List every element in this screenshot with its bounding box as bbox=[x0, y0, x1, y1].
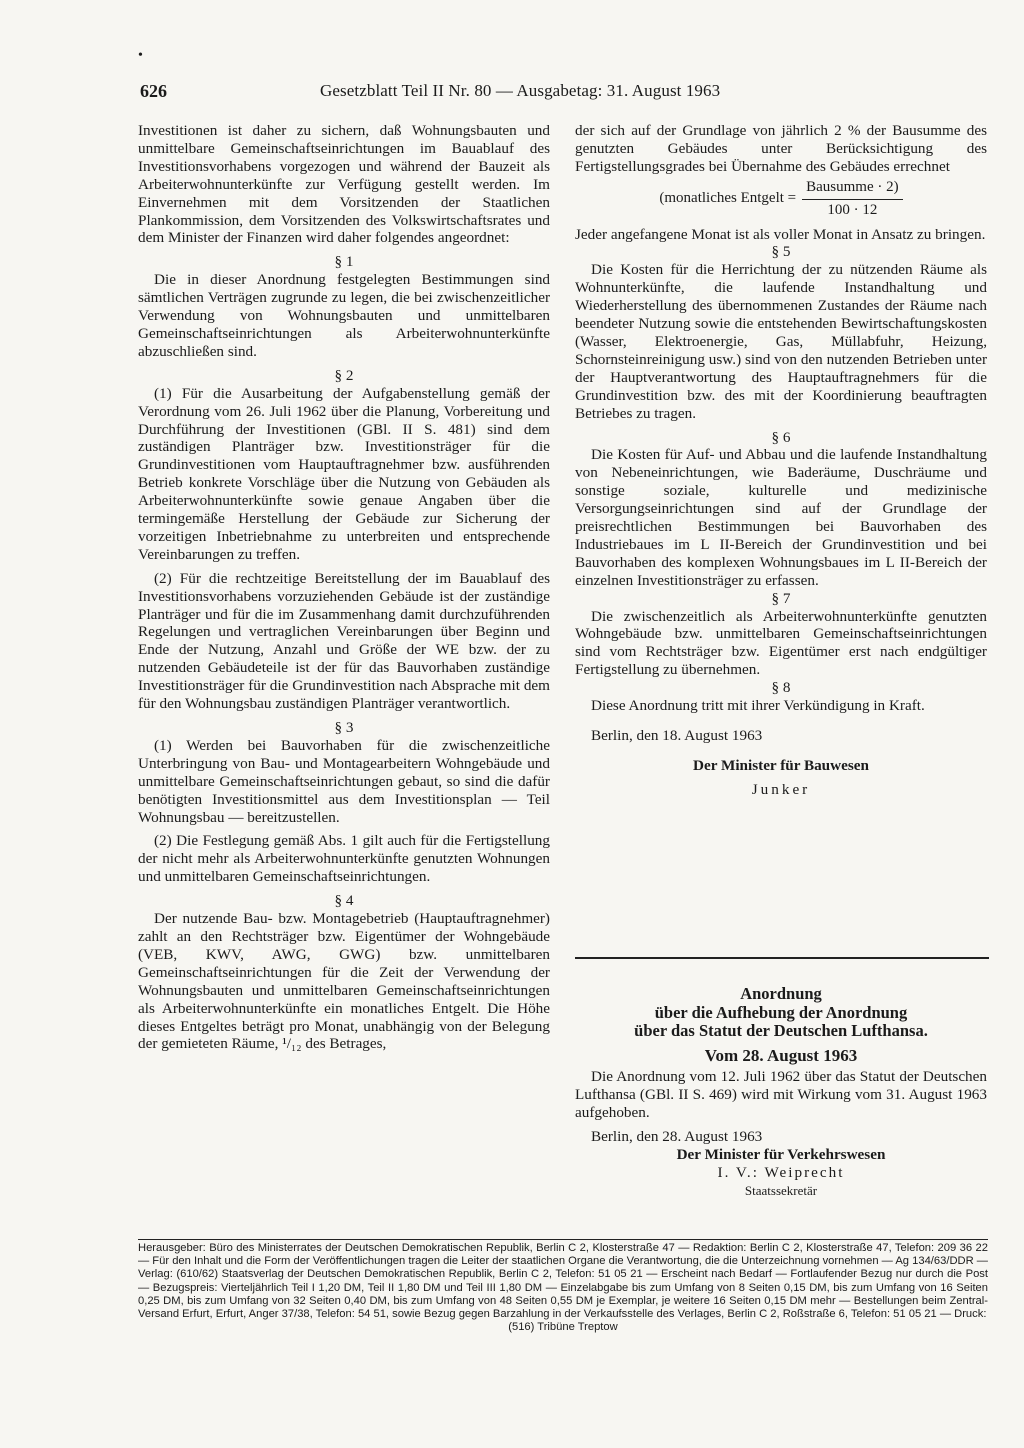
section-7-text: Die zwischenzeitlich als Arbeiterwohnunterkünfte genutzten Wohngebäude bzw. unmittelbaren Gemeinschaftseinrichtungen sind vom Rechtsträger bzw. Eigentümer erst nach endgültiger Fertigstellung zu übernehmen. bbox=[575, 607, 987, 679]
section-divider bbox=[575, 957, 989, 959]
section-4-after-formula: Jeder angefangene Monat ist als voller Monat in Ansatz zu bringen. bbox=[575, 225, 986, 243]
section-3-heading: § 3 bbox=[334, 719, 354, 736]
section-2-heading: § 2 bbox=[334, 366, 354, 384]
section-5-heading: § 5 bbox=[771, 243, 791, 261]
section-5-text: Die Kosten für die Herrichtung der zu nützenden Räume als Wohnunterkünfte, die laufende Instandhaltung und Wiederherstellung des übernommenen Zustandes der Räume nach beendeter Nutzung sowie die entstehenden Bewirtschaftungskosten (Wasser, Elektroenergie, Gas, Müllabfuhr, Heizung, Schornsteinreinigung usw.) sind von den nutzenden Betrieben unter der Hauptverantwortung des Hauptauftragnehmers für die Grundinvestition bzw. des mit der Koordinierung beauftragten Betriebes zu tragen. bbox=[575, 261, 987, 422]
page-number: 626 bbox=[140, 81, 167, 101]
right-column bbox=[575, 122, 987, 799]
signer-title-1: Der Minister für Bauwesen bbox=[693, 756, 869, 774]
footer-divider bbox=[138, 1239, 988, 1240]
section-8-heading: § 8 bbox=[771, 679, 791, 697]
section-3-paragraph-2: (2) Die Festlegung gemäß Abs. 1 gilt auch für die Fertigstellung der nicht mehr als Arbeiterwohnunterkünfte genutzten Wohnungen und unmittelbaren Gemeinschaftseinrichtungen. bbox=[138, 832, 550, 886]
imprint-text: Herausgeber: Büro des Ministerrates der Deutschen Demokratischen Republik, Berlin C 2, Klosterstraße 47 — Redaktion: Berlin C 2, Klosterstraße 47, Telefon: 209 36 22 — Für den Inhalt und die Form der Veröffentlichungen tragen die Leiter der staatlichen Organe die Verantwortung, die die Unterzeichnung vornehmen — Ag 134/63/DDR — Verlag: (610/62) Staatsverlag der Deutschen Demokratischen Republik, Berlin C 2, Telefon: 51 05 21 — Erscheint nach Bedarf — Fortlaufender Bezug nur durch die Post — Bezugspreis: Vierteljährlich Teil I 1,20 DM, Teil II 1,80 DM und Teil III 1,80 DM — Einzelabgabe bis zum Umfang von 8 Seiten 0,15 DM, bis zum Umfang von 16 Seiten 0,25 DM, bis zum Umfang von 32 Seiten 0,40 DM, bis zum Umfang von 48 Seiten 0,55 DM je Exemplar, je weitere 16 Seiten 0,15 DM mehr — Bestellungen beim Zentral-Versand Erfurt, Erfurt, Anger 37/38, Telefon: 54 51, sowie Bezug gegen Barzahlung in der Verkaufsstelle des Verlages, Berlin C 2, Roßstraße 6, Telefon: 51 05 21 — Druck: bbox=[138, 1242, 988, 1321]
signer-name-1: Junker bbox=[751, 780, 811, 798]
section-1-text: Die in dieser Anordnung festgelegten Bestimmungen sind sämtlichen Verträgen zugrunde zu legen, die bei zwischenzeitlicher Verwendung von Wohnungsbauten und unmittelbaren Gemeinschaftseinrichtungen als Arbeiterwohnunterkünfte abzuschließen sind. bbox=[138, 271, 550, 360]
running-title: Gesetzblatt Teil II Nr. 80 — Ausgabetag: 31. August 1963 bbox=[320, 81, 721, 100]
signer-role-2: Staatssekretär bbox=[744, 1182, 818, 1198]
intro-paragraph: Investitionen ist daher zu sichern, daß Wohnungsbauten und unmittelbare Gemeinschaftseinrichtungen im Bauablauf des Investitionsvorhabens vorgezogen und während der Bauzeit als Arbeiterwohnunterkünfte zur Verfügung gestellt werden. Im Einvernehmen mit dem Vorsitzenden der Staatlichen Plankommission, dem Vorsitzenden des Volkswirtschaftsrates und dem Minister der Finanzen wird daher folgendes angeordnet: bbox=[138, 122, 550, 247]
formula-denominator: 100 · 12 bbox=[827, 201, 878, 218]
imprint-footer bbox=[138, 1242, 988, 1334]
announcement-block bbox=[575, 985, 987, 1200]
page-header bbox=[140, 80, 988, 106]
speck-mark: • bbox=[138, 48, 143, 63]
place-date-1: Berlin, den 18. August 1963 bbox=[591, 727, 763, 744]
section-7-heading: § 7 bbox=[771, 589, 791, 607]
announcement-title-line-1: Anordnung bbox=[740, 984, 822, 1003]
announcement-text: Die Anordnung vom 12. Juli 1962 über das Statut der Deutschen Lufthansa (GBl. II S. 469) wird mit Wirkung vom 31. August 1963 aufgehoben. bbox=[575, 1068, 987, 1122]
formula-fraction bbox=[802, 179, 902, 220]
section-8-text: Diese Anordnung tritt mit ihrer Verkündigung in Kraft. bbox=[591, 697, 925, 715]
signer-title-2: Der Minister für Verkehrswesen bbox=[676, 1146, 886, 1164]
left-column bbox=[138, 122, 550, 1053]
section-3-paragraph-1: (1) Werden bei Bauvorhaben für die zwischenzeitliche Unterbringung von Bau- und Montagearbeitern Wohngebäude und unmittelbare Gemeinschaftseinrichtungen gebaut, so sind die dafür benötigten Investitionsmittel aus dem Investitionsplan — Teil Wohnungsbau — bereitzustellen. bbox=[138, 736, 550, 826]
section-2-paragraph-2: (2) Für die rechtzeitige Bereitstellung der im Bauablauf des Investitionsvorhabens vorzuziehenden Gebäude ist der zuständige Planträger und für die im Zusammenhang damit durchzuführenden Regelungen und vertraglichen Vereinbarungen über Beginn und Ende der Nutzung, Anzahl und Größe der WE bzw. der zu nutzenden Gebäudeteile ist der für das Bauvorhaben zuständige Investitionsträger für die Grundinvestition nach Absprache mit dem für den Wohnungsbau zuständigen Planträger verantwortlich. bbox=[138, 569, 550, 713]
section-4-heading: § 4 bbox=[334, 892, 354, 910]
fee-formula bbox=[575, 179, 987, 220]
section-4-text: Der nutzende Bau- bzw. Montagebetrieb (Hauptauftragnehmer) zahlt an den Rechtsträger bzw. Eigentümer der Wohngebäude (VEB, KWV, AWG, GWG) bzw. unmittelbaren Gemeinschaftseinrichtungen für die Zeit der Verwendung der Wohnungsbauten und unmittelbaren Gemeinschaftseinrichtungen als Arbeiterwohnunterkünfte ein monatliches Entgelt. Die Höhe dieses Entgeltes beträgt pro Monat, unabhängig von der Belegung der gemieteten Räume, ¹/₁₂ des Betrages, bbox=[138, 910, 550, 1053]
section-2-paragraph-1: (1) Für die Ausarbeitung der Aufgabenstellung gemäß der Verordnung vom 26. Juli 1962 über die Planung, Vorbereitung und Durchführung der Investitionen (GBl. II S. 481) sind dem zuständigen Planträger bzw. Investitionsträger für die Grundinvestitionen vom Hauptauftragnehmer bzw. ausführenden Betrieb konkrete Vorschläge über die Nutzung von Gebäuden als Arbeiterwohnunterkünfte sowie genaue Angaben über die termingemäße Herstellung der Gebäude zur Sicherung der vorzeitigen Inbetriebnahme zu unterbreiten und entsprechende Vereinbarungen zu treffen. bbox=[138, 384, 550, 563]
section-4-continuation: der sich auf der Grundlage von jährlich 2 % der Bausumme des genutzten Gebäudes unter Berücksichtigung des Fertigstellungsgrades bei Übernahme des Gebäudes errechnet bbox=[575, 122, 987, 175]
section-1-heading: § 1 bbox=[334, 253, 354, 271]
section-6-heading: § 6 bbox=[771, 428, 791, 446]
announcement-date: Vom 28. August 1963 bbox=[704, 1045, 858, 1065]
announcement-title-line-2: über die Aufhebung der Anordnung bbox=[654, 1002, 908, 1022]
section-6-text: Die Kosten für Auf- und Abbau und die laufende Instandhaltung von Nebeneinrichtungen, wie Baderäume, Duschräume und sonstige soziale, kulturelle und medizinische Versorgungseinrichtungen sind auf der Grundlage der preisrechtlichen Bestimmungen bei Bauvorhaben des Industriebaues im L II-Bereich der Grundinvestition und bei Bauvorhaben des komplexen Wohnungsbaues im L II-Bereich der einzelnen Investitionsträger zu erfassen. bbox=[575, 446, 987, 589]
imprint-printer: (516) Tribüne Treptow bbox=[508, 1321, 618, 1334]
formula-label: (monatliches Entgelt = bbox=[659, 190, 797, 207]
place-date-2: Berlin, den 28. August 1963 bbox=[591, 1128, 763, 1146]
signer-name-2: I. V.: Weiprecht bbox=[717, 1163, 845, 1181]
formula-numerator: Bausumme · 2) bbox=[802, 179, 902, 200]
announcement-title-line-3: über das Statut der Deutschen Lufthansa. bbox=[634, 1021, 928, 1040]
